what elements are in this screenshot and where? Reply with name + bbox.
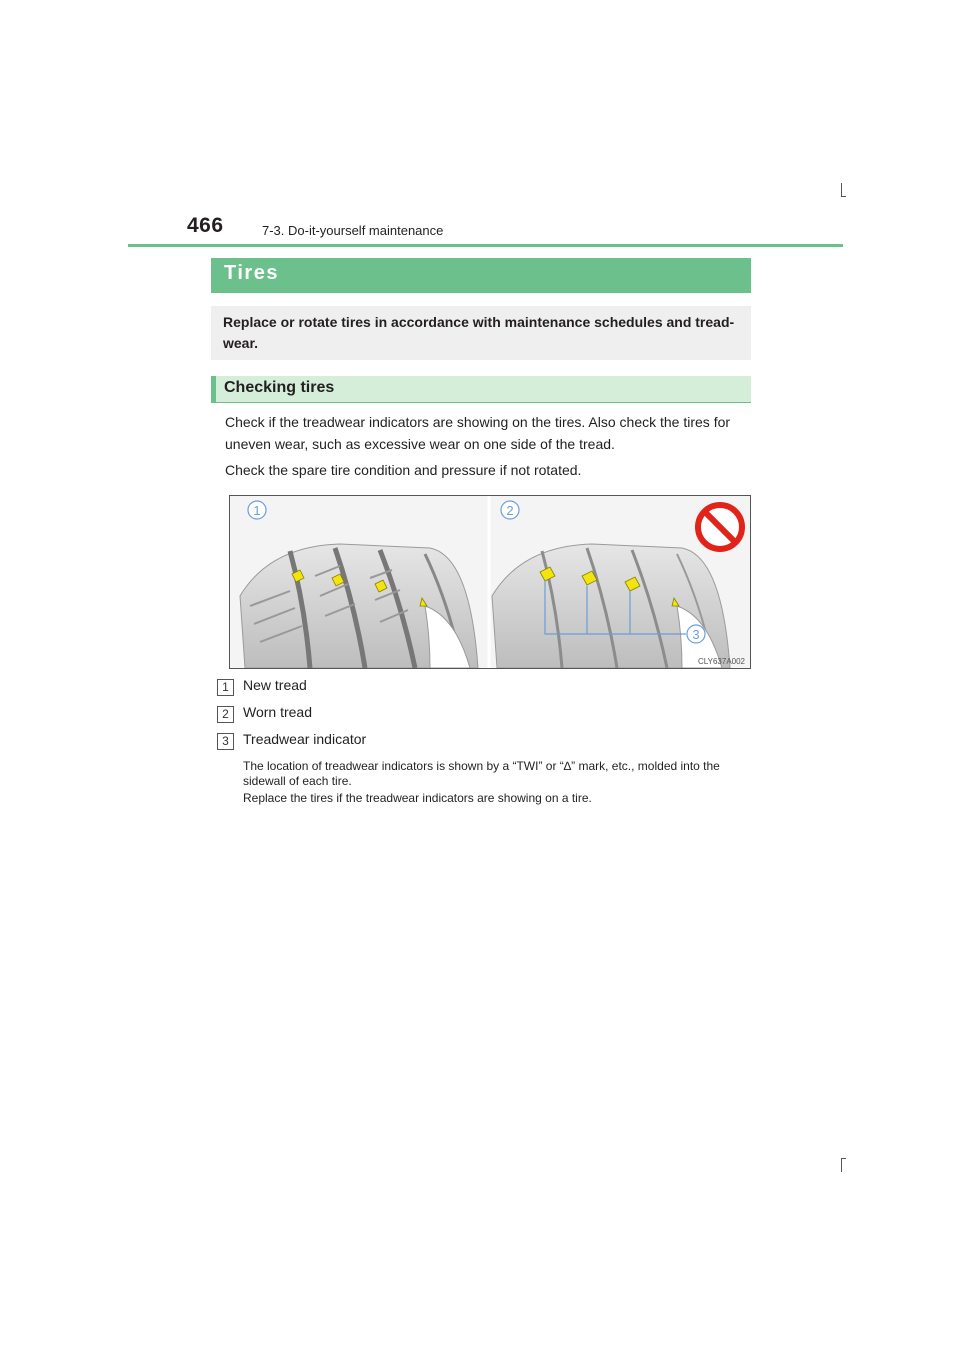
- crop-mark-top: [841, 183, 842, 197]
- callout-1-label: 1: [253, 503, 261, 518]
- subsection-title: Checking tires: [224, 379, 335, 396]
- crop-mark-bottom-tick: [841, 1158, 846, 1159]
- prohibition-icon: [698, 505, 742, 549]
- page-title: Tires: [224, 262, 279, 284]
- legend-text-worn-tread: Worn tread: [243, 704, 312, 720]
- callout-1: [248, 501, 266, 519]
- legend-text-new-tread: New tread: [243, 677, 307, 693]
- legend-text-treadwear-indicator: Treadwear indicator: [243, 731, 367, 747]
- new-tread-tire: [240, 544, 478, 668]
- subsection-bar: [211, 376, 751, 403]
- paragraph-spare-tire: Check the spare tire condition and pressure if not rotated.: [225, 462, 582, 478]
- legend-badge-3: 3: [217, 733, 234, 750]
- intro-box: [211, 306, 751, 360]
- subsection-accent: [211, 376, 216, 403]
- section-label: 7-3. Do-it-yourself maintenance: [262, 223, 444, 238]
- header-rule: [128, 244, 843, 247]
- crop-mark-top-tick: [841, 196, 846, 197]
- callout-2-label: 2: [506, 503, 514, 518]
- worn-tread-tire: [492, 544, 730, 668]
- callout-3-label: 3: [692, 627, 700, 642]
- crop-mark-bottom: [841, 1158, 842, 1172]
- figure-code: CLY637A002: [698, 657, 745, 666]
- callout-2: [501, 501, 519, 519]
- legend-badge-1: 1: [217, 679, 234, 696]
- intro-text: Replace or rotate tires in accordance with maintenance schedules and tread-wear.: [223, 314, 735, 351]
- page-number: 466: [187, 214, 224, 237]
- paragraph-treadwear-check: Check if the treadwear indicators are showing on the tires. Also check the tires for uneven wear, such as excessive wear on one side of the tread.: [225, 414, 731, 452]
- note-replace-tires: Replace the tires if the treadwear indicators are showing on a tire.: [243, 791, 592, 805]
- title-bar: [211, 258, 751, 293]
- tire-illustration: [229, 495, 751, 669]
- legend-badge-2: 2: [217, 706, 234, 723]
- callout-3: [687, 625, 705, 643]
- note-twi-location: The location of treadwear indicators is shown by a “TWI” or “∆” mark, etc., molded into the sidewall of each tire.: [243, 759, 720, 788]
